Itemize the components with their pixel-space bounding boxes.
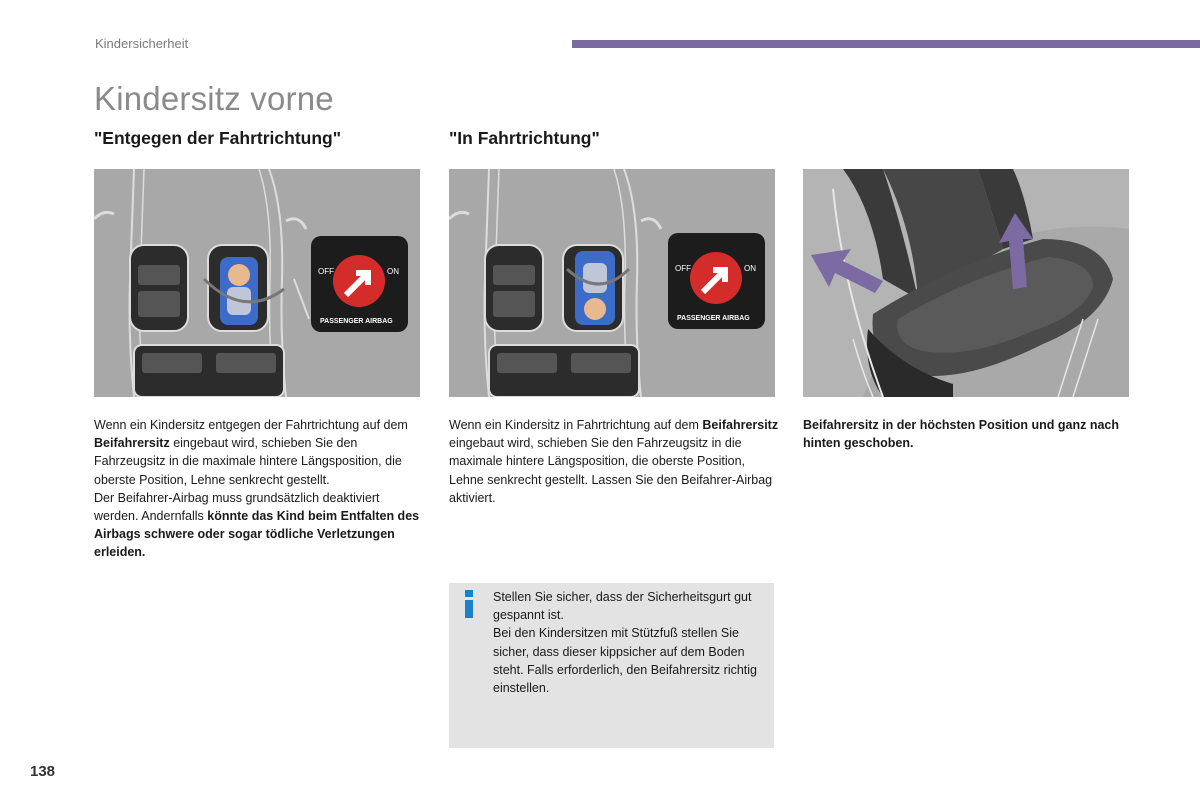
page-number: 138 [30,763,56,780]
header-accent-bar [572,40,1200,48]
passenger-seat-drawing [803,169,1129,397]
info-text: Stellen Sie sicher, dass der Sicherheitsgurt gut gespannt ist. Bei den Kindersitzen mit Stützfuß stellen Sie sicher, dass dieser kippsicher auf dem Boden steht. Falls erforderlich, den Beifahrersitz richtig einstellen. [493,590,757,696]
airbag-off-label: OFF [318,267,334,276]
airbag-on-label: ON [387,267,399,276]
airbag-sign-label: PASSENGER AIRBAG [677,315,750,322]
car-interior-rear-facing [94,169,420,397]
airbag-sign-label: PASSENGER AIRBAG [320,318,393,325]
forward-facing-illustration [449,169,775,397]
info-icon [463,590,475,618]
section-label: Kindersicherheit [95,36,189,51]
heading-forward-facing: "In Fahrtrichtung" [449,128,600,148]
seat-position-illustration [803,169,1129,397]
car-interior-forward-facing [449,169,775,397]
airbag-on-label: ON [744,264,756,273]
rear-facing-text: Wenn ein Kindersitz entgegen der Fahrtrichtung auf dem Beifahrersitz eingebaut wird, schieben Sie den Fahrzeugsitz in die maximale hintere Längsposition, die oberste Position, Lehne senkrecht gestellt. Der Beifahrer-Airbag muss grundsätzlich deaktiviert werden. Andernfalls könnte das Kind beim Entfalten des Airbags schwere oder sogar tödliche Verletzungen erleiden. [94,418,420,560]
page-title: Kindersitz vorne [94,80,334,117]
child-head [228,264,250,286]
airbag-off-label: OFF [675,264,691,273]
info-box [449,583,774,748]
seat-position-caption: Beifahrersitz in der höchsten Position und ganz nach hinten geschoben. [803,418,1120,451]
rear-facing-illustration [94,169,420,397]
child-head [584,298,606,320]
heading-rear-facing: "Entgegen der Fahrtrichtung" [94,128,342,148]
forward-facing-text: Wenn ein Kindersitz in Fahrtrichtung auf dem Beifahrersitz eingebaut wird, schieben Sie den Fahrzeugsitz in die maximale hintere Längsposition, die oberste Position, Lehne senkrecht gestellt. Lassen Sie den Beifahrer-Airbag aktiviert. [449,418,779,505]
